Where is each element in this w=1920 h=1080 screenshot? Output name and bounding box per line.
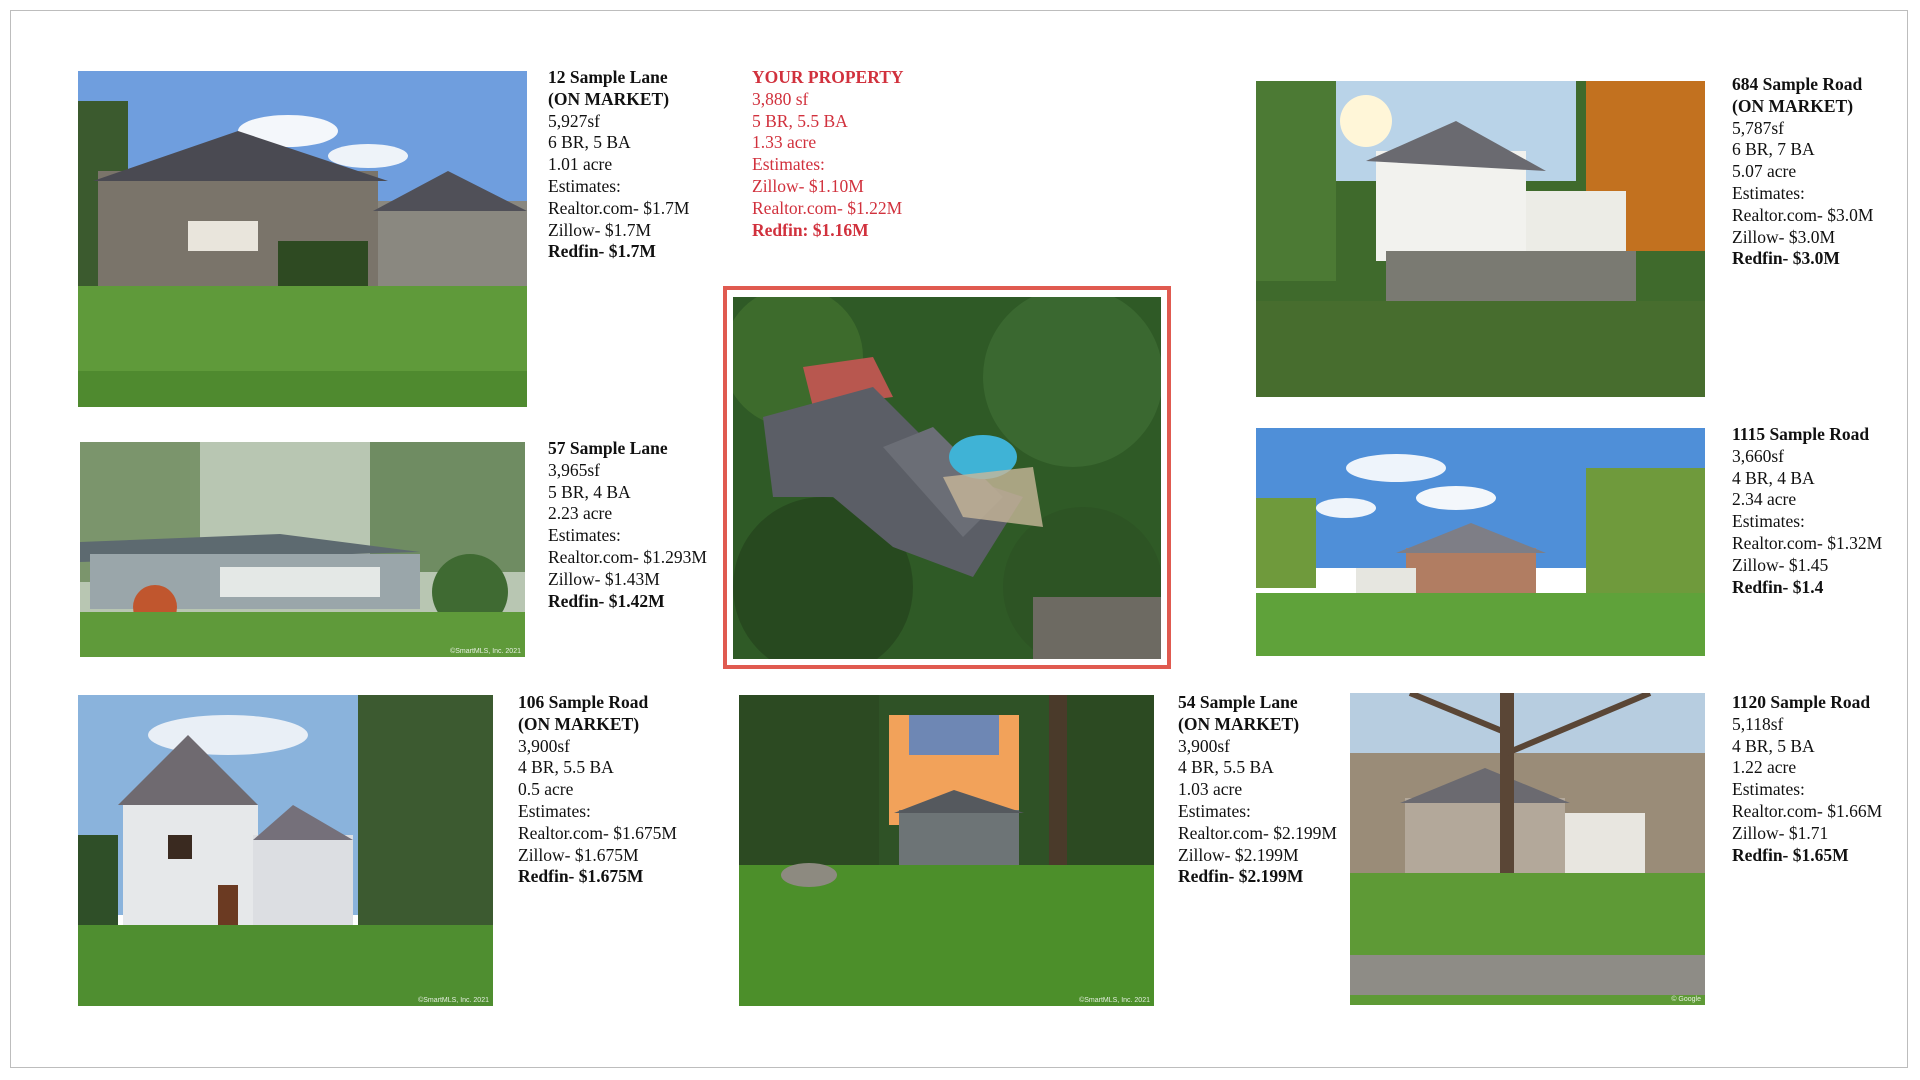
listing-realtor-estimate: Realtor.com- $1.7M bbox=[548, 197, 690, 218]
listing-info-684-sample-road bbox=[1732, 74, 1873, 270]
listing-redfin-estimate: Redfin- $1.675M bbox=[518, 866, 644, 887]
listing-info-1115-sample-road bbox=[1732, 424, 1882, 598]
listing-info-57-sample-lane bbox=[548, 438, 707, 612]
listing-photo-54-sample-lane[interactable] bbox=[739, 695, 1154, 1006]
listing-sqft: 3,660sf bbox=[1732, 445, 1785, 466]
listing-acre: 1.03 acre bbox=[1178, 779, 1243, 800]
listing-photo-12-sample-lane[interactable] bbox=[78, 71, 527, 407]
listing-acre: 5.07 acre bbox=[1732, 161, 1797, 182]
listing-info-1120-sample-road bbox=[1732, 692, 1882, 866]
listing-realtor-estimate: Realtor.com- $2.199M bbox=[1178, 822, 1337, 843]
listing-zillow-estimate: Zillow- $1.43M bbox=[548, 568, 660, 589]
listing-zillow-estimate: Zillow- $3.0M bbox=[1732, 226, 1836, 247]
listing-redfin-estimate: Redfin- $2.199M bbox=[1178, 866, 1304, 887]
listing-info-54-sample-lane bbox=[1178, 692, 1337, 888]
listing-status: (ON MARKET) bbox=[518, 713, 640, 734]
listing-estimates-label: Estimates: bbox=[548, 175, 621, 196]
listing-acre: 0.5 acre bbox=[518, 779, 574, 800]
listing-zillow-estimate: Zillow- $1.675M bbox=[518, 844, 639, 865]
listing-rooms: 5 BR, 4 BA bbox=[548, 481, 631, 502]
listing-rooms: 6 BR, 5 BA bbox=[548, 132, 631, 153]
listing-sqft: 3,965sf bbox=[548, 459, 601, 480]
listing-title: 106 Sample Road bbox=[518, 692, 649, 712]
listing-estimates-label: Estimates: bbox=[548, 525, 621, 546]
listing-redfin-estimate: Redfin- $1.7M bbox=[548, 241, 656, 262]
listing-realtor-estimate: Realtor.com- $1.66M bbox=[1732, 800, 1883, 821]
listing-acre: 2.34 acre bbox=[1732, 489, 1797, 510]
listing-title: 1115 Sample Road bbox=[1732, 424, 1870, 444]
listing-photo-684-sample-road[interactable] bbox=[1256, 81, 1705, 397]
your-property-info bbox=[752, 67, 904, 241]
listing-photo-1120-sample-road[interactable] bbox=[1350, 693, 1705, 1005]
listing-realtor-estimate: Realtor.com- $3.0M bbox=[1732, 204, 1874, 225]
your-property-title: YOUR PROPERTY bbox=[752, 67, 904, 87]
listing-estimates-label: Estimates: bbox=[1732, 511, 1805, 532]
listing-rooms: 4 BR, 5.5 BA bbox=[1178, 757, 1274, 778]
listing-estimates-label: Estimates: bbox=[1732, 182, 1805, 203]
listing-title: 12 Sample Lane bbox=[548, 67, 668, 87]
listing-sqft: 5,927sf bbox=[548, 110, 601, 131]
photo-watermark: © Google bbox=[1671, 996, 1701, 1003]
listing-title: 57 Sample Lane bbox=[548, 438, 668, 458]
listing-redfin-estimate: Redfin- $1.4 bbox=[1732, 576, 1824, 597]
listing-status: (ON MARKET) bbox=[1178, 713, 1300, 734]
listing-estimates-label: Estimates: bbox=[1178, 800, 1251, 821]
listing-title: 54 Sample Lane bbox=[1178, 692, 1298, 712]
listing-redfin-estimate: Redfin- $3.0M bbox=[1732, 248, 1840, 269]
listing-zillow-estimate: Zillow- $1.7M bbox=[548, 219, 652, 240]
listing-zillow-estimate: Zillow- $2.199M bbox=[1178, 844, 1299, 865]
listing-acre: 1.01 acre bbox=[548, 154, 613, 175]
your-property-sqft: 3,880 sf bbox=[752, 88, 809, 109]
listing-rooms: 6 BR, 7 BA bbox=[1732, 139, 1815, 160]
listing-estimates-label: Estimates: bbox=[518, 800, 591, 821]
listing-zillow-estimate: Zillow- $1.45 bbox=[1732, 554, 1829, 575]
listing-acre: 2.23 acre bbox=[548, 503, 613, 524]
listing-redfin-estimate: Redfin- $1.65M bbox=[1732, 844, 1849, 865]
your-property-realtor-estimate: Realtor.com- $1.22M bbox=[752, 197, 903, 218]
listing-title: 684 Sample Road bbox=[1732, 74, 1863, 94]
photo-watermark: ©SmartMLS, Inc. 2021 bbox=[1079, 997, 1150, 1004]
listing-photo-106-sample-road[interactable] bbox=[78, 695, 493, 1006]
your-property-aerial-photo[interactable] bbox=[733, 297, 1161, 659]
listing-acre: 1.22 acre bbox=[1732, 757, 1797, 778]
listing-status: (ON MARKET) bbox=[1732, 95, 1854, 116]
listing-rooms: 4 BR, 4 BA bbox=[1732, 467, 1815, 488]
your-property-rooms: 5 BR, 5.5 BA bbox=[752, 110, 848, 131]
listing-status: (ON MARKET) bbox=[548, 88, 670, 109]
photo-watermark: ©SmartMLS, Inc. 2021 bbox=[450, 648, 521, 655]
listing-zillow-estimate: Zillow- $1.71 bbox=[1732, 822, 1829, 843]
listing-photo-1115-sample-road[interactable] bbox=[1256, 428, 1705, 656]
your-property-acre: 1.33 acre bbox=[752, 132, 817, 153]
listing-rooms: 4 BR, 5.5 BA bbox=[518, 757, 614, 778]
listing-realtor-estimate: Realtor.com- $1.32M bbox=[1732, 532, 1883, 553]
your-property-estimates-label: Estimates: bbox=[752, 154, 825, 175]
listing-info-12-sample-lane bbox=[548, 67, 689, 263]
listing-sqft: 5,787sf bbox=[1732, 117, 1785, 138]
your-property-zillow-estimate: Zillow- $1.10M bbox=[752, 175, 864, 196]
your-property-redfin-estimate: Redfin: $1.16M bbox=[752, 219, 869, 240]
listing-realtor-estimate: Realtor.com- $1.293M bbox=[548, 546, 707, 567]
listing-realtor-estimate: Realtor.com- $1.675M bbox=[518, 822, 677, 843]
listing-info-106-sample-road bbox=[518, 692, 677, 888]
listing-sqft: 3,900sf bbox=[518, 735, 571, 756]
listing-rooms: 4 BR, 5 BA bbox=[1732, 735, 1815, 756]
listing-photo-57-sample-lane[interactable] bbox=[80, 442, 525, 657]
listing-sqft: 3,900sf bbox=[1178, 735, 1231, 756]
photo-watermark: ©SmartMLS, Inc. 2021 bbox=[418, 997, 489, 1004]
listing-estimates-label: Estimates: bbox=[1732, 779, 1805, 800]
listing-redfin-estimate: Redfin- $1.42M bbox=[548, 590, 665, 611]
listing-sqft: 5,118sf bbox=[1732, 713, 1784, 734]
listing-title: 1120 Sample Road bbox=[1732, 692, 1871, 712]
